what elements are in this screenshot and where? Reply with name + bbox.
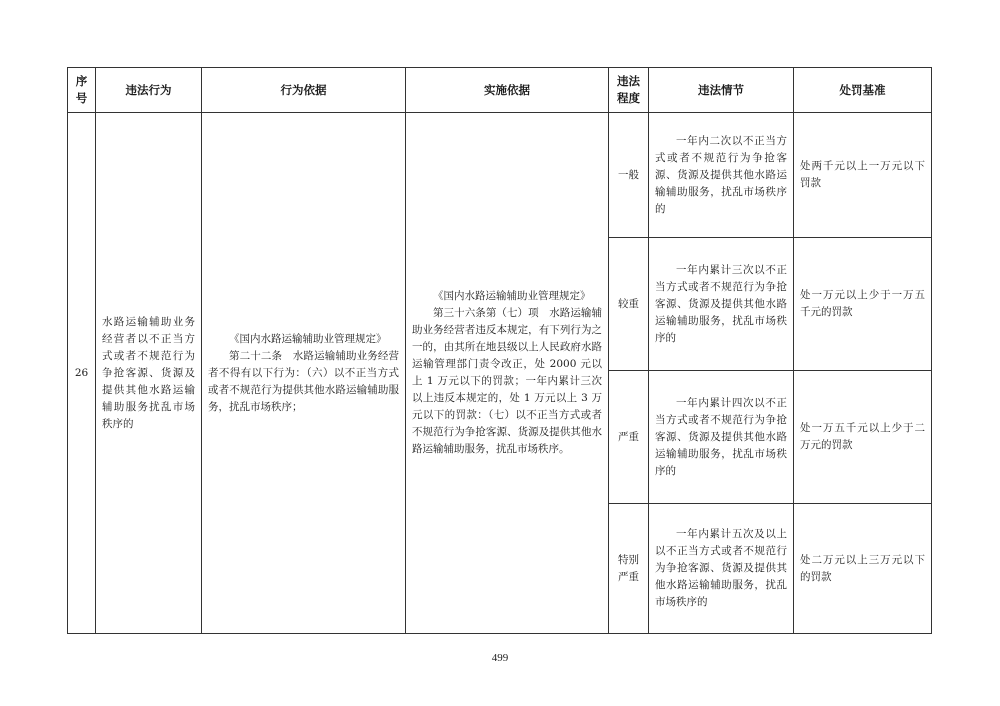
header-penalty: 处罚基准	[794, 68, 932, 113]
penalty-criteria-table	[67, 67, 932, 634]
impl-text: 第三十六条第（七）项 水路运输辅助业务经营者违反本规定，有下列行为之一的，由其所在地县级以上人民政府水路运输管理部门责令改正，处 2000 元以上 1 万元以下的罚款；一年内累计三次以上违反本规定的，处 1 万元以上 3 万元以下的罚款：（七）以不正当方式或者不规范行为争抢客源、货源及提供其他水路运输辅助服务，扰乱市场秩序。	[412, 307, 602, 455]
page-number: 499	[491, 652, 509, 664]
basis-title: 《国内水路运输辅助业管理规定》	[229, 332, 387, 345]
degree-severe: 严重	[609, 371, 649, 504]
impl-title: 《国内水路运输辅助业管理规定》	[433, 290, 591, 302]
header-impl-basis: 实施依据	[406, 68, 609, 113]
header-seq: 序号	[68, 68, 96, 113]
row-violation: 水路运输辅助业务经营者以不正当方式或者不规范行为争抢客源、货源及提供其他水路运输辅助服务扰乱市场秩序的	[96, 113, 202, 634]
table-row	[68, 113, 932, 238]
penalty-serious: 处一万元以上少于一万五千元的罚款	[794, 238, 932, 371]
circumstance-serious: 一年内累计三次以不正当方式或者不规范行为争抢客源、货源及提供其他水路运输辅助服务，扰乱市场秩序的	[649, 238, 794, 371]
header-violation: 违法行为	[96, 68, 202, 113]
header-degree: 违法程度	[609, 68, 649, 113]
row-impl-basis	[406, 113, 609, 634]
circumstance-severe: 一年内累计四次以不正当方式或者不规范行为争抢客源、货源及提供其他水路运输辅助服务，扰乱市场秩序的	[649, 371, 794, 504]
row-basis	[202, 113, 406, 634]
circumstance-general: 一年内二次以不正当方式或者不规范行为争抢客源、货源及提供其他水路运输辅助服务，扰乱市场秩序的	[649, 113, 794, 238]
header-row	[68, 68, 932, 113]
degree-general: 一般	[609, 113, 649, 238]
circumstance-especially-severe: 一年内累计五次及以上以不正当方式或者不规范行为争抢客源、货源及提供其他水路运输辅助服务，扰乱市场秩序的	[649, 504, 794, 634]
basis-text: 第二十二条 水路运输辅助业务经营者不得有以下行为：（六）以不正当方式或者不规范行为提供其他水路运输辅助服务，扰乱市场秩序；	[208, 349, 399, 413]
degree-serious: 较重	[609, 238, 649, 371]
penalty-general: 处两千元以上一万元以下罚款	[794, 113, 932, 238]
degree-especially-severe: 特别严重	[609, 504, 649, 634]
row-seq: 26	[68, 113, 96, 634]
penalty-severe: 处一万五千元以上少于二万元的罚款	[794, 371, 932, 504]
penalty-especially-severe: 处二万元以上三万元以下的罚款	[794, 504, 932, 634]
header-basis: 行为依据	[202, 68, 406, 113]
header-circumstance: 违法情节	[649, 68, 794, 113]
